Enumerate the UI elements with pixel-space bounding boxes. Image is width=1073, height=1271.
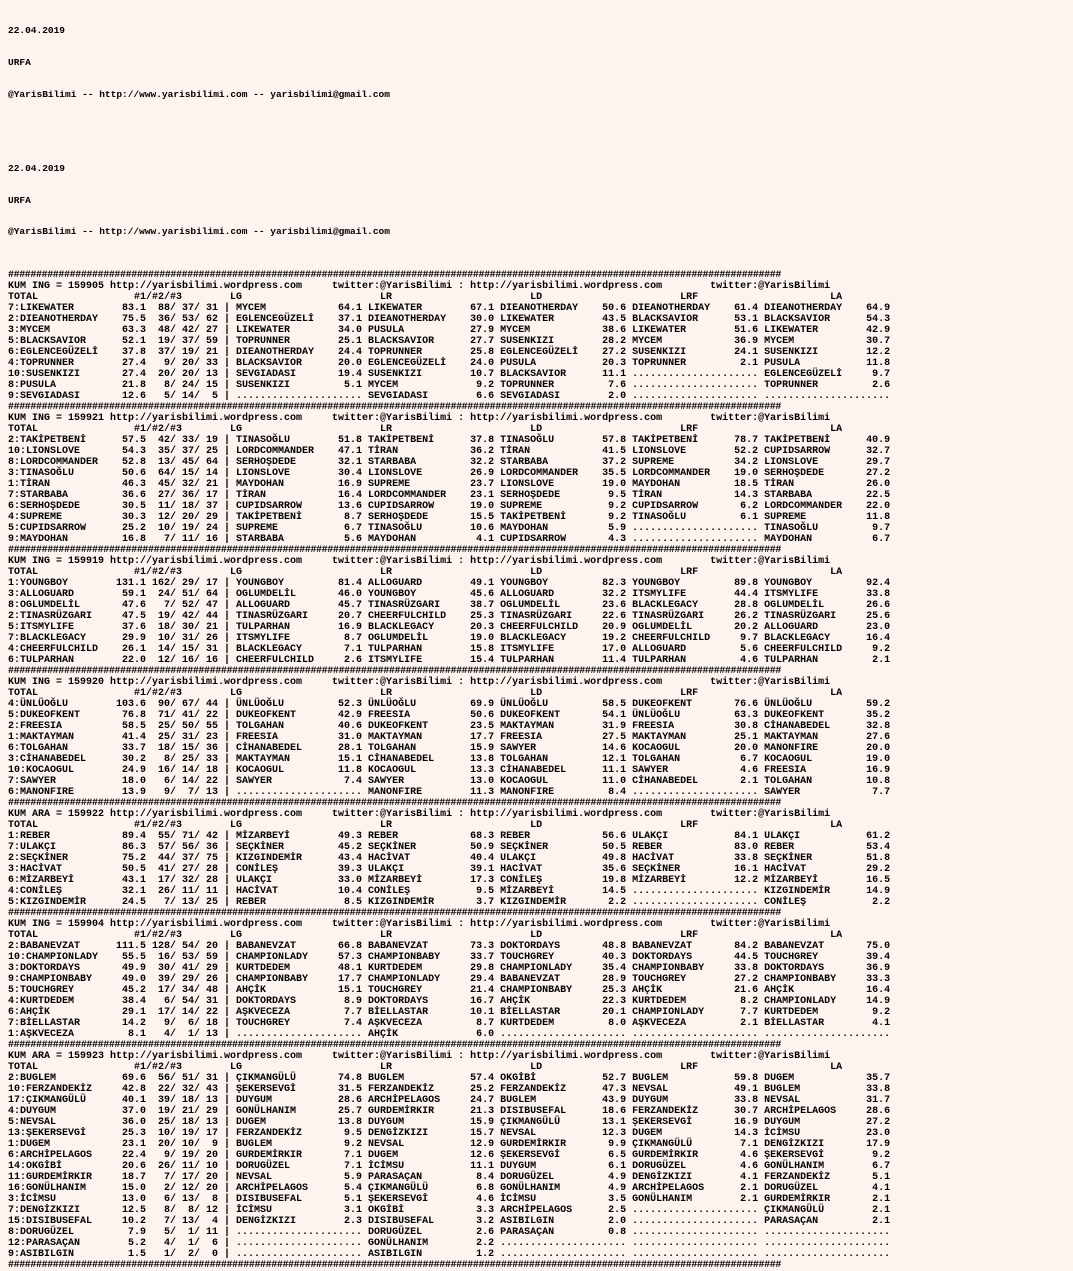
race-title: KUM ARA = 159922 http://yarisbilimi.wordpress.com twitter:@YarisBilimi : http://yarisbilimi.wordpress.com twitter:@YarisBilimi	[8, 809, 831, 821]
race-table	[8, 402, 1065, 545]
header-block-2	[8, 143, 1065, 260]
column-header: TOTAL #1/#2/#3 LG LR LD LRF LA	[8, 820, 843, 832]
header-city: URFA	[8, 56, 31, 68]
table-row: 3:MYCEM 63.3 48/ 42/ 27 | LIKEWATER 34.0 PUSULA 27.9 MYCEM 38.6 LIKEWATER 51.6 LIKEWATER 42.9	[8, 325, 891, 337]
race-table	[8, 545, 1065, 666]
table-row: 2:TAKİPETBENİ 57.5 42/ 33/ 19 | TINASOĞLU 51.8 TAKİPETBENİ 37.8 TINASOĞLU 57.8 TAKİPETBENİ 78.7 TAKİPETBENİ 40.9	[8, 435, 891, 447]
table-row: 5:ITSMYLIFE 37.6 18/ 30/ 21 | TULPARHAN 16.9 BLACKLEGACY 20.3 CHEERFULCHILD 20.9 OGLUMDELİL 20.2 ALLOGUARD 23.0	[8, 622, 891, 634]
table-row: 13:ŞEKERSEVGİ 25.3 10/ 19/ 17 | FERZANDEKİZ 9.5 DENGİZKIZI 15.7 NEVSAL 12.3 DUGEM 14.3 İCİMSU 23.0	[8, 1128, 891, 1140]
table-row: 2:DIEANOTHERDAY 75.5 36/ 53/ 62 | EGLENCEGÜZELİ 37.1 DIEANOTHERDAY 30.0 LIKEWATER 43.5 BLACKSAVIOR 53.1 BLACKSAVIOR 54.3	[8, 314, 891, 326]
table-row: 9:MAYDOHAN 16.8 7/ 11/ 16 | STARBABA 5.6 MAYDOHAN 4.1 CUPIDSARROW 4.3 ..................... MAYDOHAN 6.7	[8, 534, 891, 546]
separator-line: ##########################################################################################################################################	[8, 798, 781, 810]
race-table	[8, 666, 1065, 798]
table-row: 7:BLACKLEGACY 29.9 10/ 31/ 26 | ITSMYLIFE 8.7 OGLUMDELİL 19.0 BLACKLEGACY 19.2 CHEERFULCHILD 9.7 BLACKLEGACY 16.4	[8, 633, 891, 645]
race-tables	[8, 270, 1065, 1271]
table-row: 3:CİHANABEDEL 30.2 8/ 25/ 33 | MAKTAYMAN 15.1 CİHANABEDEL 13.8 TOLGAHAN 12.1 TOLGAHAN 6.7 KOCAOGUL 19.0	[8, 754, 891, 766]
table-row: 15:DISIBUSEFAL 10.2 7/ 13/ 4 | DENGİZKIZI 2.3 DISIBUSEFAL 3.2 ASIBILGIN 2.0 ..................... PARASAÇAN 2.1	[8, 1216, 891, 1228]
table-row: 2:BABANEVZAT 111.5 128/ 54/ 20 | BABANEVZAT 66.8 BABANEVZAT 73.3 DOKTORDAYS 48.8 BABANEVZAT 84.2 BABANEVZAT 75.0	[8, 941, 891, 953]
table-row: 6:TULPARHAN 22.0 12/ 16/ 16 | CHEERFULCHILD 2.6 ITSMYLIFE 15.4 TULPARHAN 11.4 TULPARHAN 4.6 TULPARHAN 2.1	[8, 655, 891, 667]
race-title: KUM ING = 159904 http://yarisbilimi.wordpress.com twitter:@YarisBilimi : http://yarisbilimi.wordpress.com twitter:@YarisBilimi	[8, 919, 831, 931]
race-table	[8, 908, 1065, 1040]
separator-line: ##########################################################################################################################################	[8, 402, 781, 414]
table-row: 2:SEÇKİNER 75.2 44/ 37/ 75 | KIZGINDEMİR 43.4 HACİVAT 40.4 ULAKÇI 49.8 HACİVAT 33.8 SEÇKİNER 51.8	[8, 853, 891, 865]
table-row: 5:DUKEOFKENT 76.8 71/ 41/ 22 | DUKEOFKENT 42.9 FREESIA 50.6 DUKEOFKENT 54.1 ÜNLÜOĞLU 63.3 DUKEOFKENT 35.2	[8, 710, 891, 722]
table-row: 1:TİRAN 46.3 45/ 32/ 21 | MAYDOHAN 16.9 SUPREME 23.7 LIONSLOVE 19.0 MAYDOHAN 18.5 TİRAN 26.0	[8, 479, 891, 491]
table-row: 2:TINASRÜZGARI 47.5 19/ 42/ 44 | TINASRÜZGARI 20.7 CHEERFULCHILD 25.3 TINASRÜZGARI 22.6 TINASRÜZGARI 26.2 TINASRÜZGARI 25.6	[8, 611, 891, 623]
table-row: 1:REBER 89.4 55/ 71/ 42 | MİZARBEYİ 49.3 REBER 68.3 REBER 56.6 ULAKÇI 84.1 ULAKÇI 61.2	[8, 831, 891, 843]
race-table	[8, 1040, 1065, 1260]
race-title: KUM ING = 159905 http://yarisbilimi.wordpress.com twitter:@YarisBilimi : http://yarisbilimi.wordpress.com twitter:@YarisBilimi	[8, 281, 831, 293]
separator-line: ##########################################################################################################################################	[8, 545, 781, 557]
table-row: 1:MAKTAYMAN 41.4 25/ 31/ 23 | FREESIA 31.0 MAKTAYMAN 17.7 FREESIA 27.5 MAKTAYMAN 25.1 MAKTAYMAN 27.6	[8, 732, 891, 744]
table-row: 10:SUSENKIZI 27.4 20/ 20/ 13 | SEVGIADASI 19.4 SUSENKIZI 10.7 BLACKSAVIOR 11.1 ..................... EGLENCEGÜZELİ 9.7	[8, 369, 891, 381]
table-row: 8:PUSULA 21.8 8/ 24/ 15 | SUSENKIZI 5.1 MYCEM 9.2 TOPRUNNER 7.6 ..................... TOPRUNNER 2.6	[8, 380, 891, 392]
table-row: 2:BUGLEM 69.6 56/ 51/ 31 | ÇIKMANGÜLÜ 74.8 BUGLEM 57.4 OKGİBİ 52.7 BUGLEM 59.8 DUGEM 35.7	[8, 1073, 891, 1085]
table-row: 1:AŞKVECEZA 8.1 4/ 1/ 13 | ..................... AHÇİK 6.0 ..................... ..................... .....................	[8, 1029, 891, 1041]
header-credit: @YarisBilimi -- http://www.yarisbilimi.com -- yarisbilimi@gmail.com	[8, 226, 390, 238]
table-row: 6:ARCHİPELAGOS 22.4 9/ 19/ 20 | GURDEMİRKIR 7.1 DUGEM 12.6 ŞEKERSEVGİ 6.5 GURDEMİRKIR 4.6 ŞEKERSEVGİ 9.2	[8, 1150, 891, 1162]
table-row: 9:SEVGIADASI 12.6 5/ 14/ 5 | ..................... SEVGIADASI 6.6 SEVGIADASI 2.0 ..................... .....................	[8, 391, 891, 403]
race-table	[8, 270, 1065, 402]
column-header: TOTAL #1/#2/#3 LG LR LD LRF LA	[8, 292, 843, 304]
table-row: 11:GURDEMİRKIR 18.7 7/ 17/ 20 | NEVSAL 5.9 PARASAÇAN 8.4 DORUGÜZEL 4.9 DENGİZKIZI 4.1 FERZANDEKİZ 5.1	[8, 1172, 891, 1184]
column-header: TOTAL #1/#2/#3 LG LR LD LRF LA	[8, 1062, 843, 1074]
table-row: 4:DUYGUM 37.0 19/ 21/ 29 | GONÜLHANIM 25.7 GURDEMİRKIR 21.3 DISIBUSEFAL 18.6 FERZANDEKİZ 30.7 ARCHİPELAGOS 28.6	[8, 1106, 891, 1118]
separator-line: ##########################################################################################################################################	[8, 1260, 781, 1271]
table-row: 7:ULAKÇI 86.3 57/ 56/ 36 | SEÇKİNER 45.2 SEÇKİNER 50.9 SEÇKİNER 50.5 REBER 83.0 REBER 53.4	[8, 842, 891, 854]
table-row: 3:İCİMSU 13.0 6/ 13/ 8 | DISIBUSEFAL 5.1 ŞEKERSEVGİ 4.6 İCİMSU 3.5 GONÜLHANIM 2.1 GURDEMİRKIR 2.1	[8, 1194, 891, 1206]
column-header: TOTAL #1/#2/#3 LG LR LD LRF LA	[8, 567, 843, 579]
table-row: 4:TOPRUNNER 27.4 9/ 20/ 33 | BLACKSAVIOR 20.0 EGLENCEGÜZELİ 24.0 PUSULA 20.3 TOPRUNNER 2.1 PUSULA 11.8	[8, 358, 891, 370]
table-row: 14:OKGİBİ 20.6 26/ 11/ 10 | DORUGÜZEL 7.1 İCİMSU 11.1 DUYGUM 6.1 DORUGÜZEL 4.6 GONÜLHANIM 6.7	[8, 1161, 891, 1173]
table-row: 2:FREESIA 58.5 25/ 50/ 55 | TOLGAHAN 40.6 DUKEOFKENT 23.5 MAKTAYMAN 31.9 FREESIA 30.8 CİHANABEDEL 32.8	[8, 721, 891, 733]
table-row: 8:LORDCOMMANDER 52.8 13/ 45/ 64 | SERHOŞDEDE 32.1 STARBABA 32.2 STARBABA 37.2 SUPREME 34.2 LIONSLOVE 29.7	[8, 457, 891, 469]
table-row: 7:LIKEWATER 83.1 88/ 37/ 31 | MYCEM 64.1 LIKEWATER 67.1 DIEANOTHERDAY 50.6 DIEANOTHERDAY 61.4 DIEANOTHERDAY 64.9	[8, 303, 891, 315]
race-title: KUM ING = 159920 http://yarisbilimi.wordpress.com twitter:@YarisBilimi : http://yarisbilimi.wordpress.com twitter:@YarisBilimi	[8, 677, 831, 689]
table-row: 1:DUGEM 23.1 20/ 10/ 9 | BUGLEM 9.2 NEVSAL 12.9 GURDEMİRKIR 9.9 ÇIKMANGÜLÜ 7.1 DENGİZKIZI 17.9	[8, 1139, 891, 1151]
table-row: 9:ASIBILGIN 1.5 1/ 2/ 0 | ..................... ASIBILGIN 1.2 ..................... ..................... .....................	[8, 1249, 891, 1261]
table-row: 6:MİZARBEYİ 43.1 17/ 32/ 28 | ULAKÇI 33.0 MİZARBEYİ 17.3 CONİLEŞ 19.8 MİZARBEYİ 12.2 MİZARBEYİ 16.5	[8, 875, 891, 887]
table-row: 3:HACİVAT 50.5 41/ 27/ 28 | CONİLEŞ 39.3 ULAKÇI 39.1 HACİVAT 35.6 SEÇKİNER 16.1 HACİVAT 29.2	[8, 864, 891, 876]
table-row: 8:OGLUMDELİL 47.6 7/ 52/ 47 | ALLOGUARD 45.7 TINASRÜZGARI 38.7 OGLUMDELİL 23.6 BLACKLEGACY 28.8 OGLUMDELİL 26.6	[8, 600, 891, 612]
table-row: 3:DOKTORDAYS 49.9 30/ 41/ 29 | KURTDEDEM 48.1 KURTDEDEM 29.8 CHAMPIONLADY 35.4 CHAMPIONBABY 33.8 DOKTORDAYS 36.9	[8, 963, 891, 975]
separator-line: ##########################################################################################################################################	[8, 270, 781, 282]
header-date: 22.04.2019	[8, 25, 66, 37]
column-header: TOTAL #1/#2/#3 LG LR LD LRF LA	[8, 424, 843, 436]
separator-line: ##########################################################################################################################################	[8, 1040, 781, 1052]
table-row: 10:CHAMPIONLADY 55.5 16/ 53/ 59 | CHAMPIONLADY 57.3 CHAMPIONBABY 33.7 TOUCHGREY 40.3 DOKTORDAYS 44.5 TOUCHGREY 39.4	[8, 952, 891, 964]
race-title: KUM ING = 159919 http://yarisbilimi.wordpress.com twitter:@YarisBilimi : http://yarisbilimi.wordpress.com twitter:@YarisBilimi	[8, 556, 831, 568]
table-row: 7:BİELLASTAR 14.2 9/ 6/ 18 | TOUCHGREY 7.4 AŞKVECEZA 8.7 KURTDEDEM 8.0 AŞKVECEZA 2.1 BİELLASTAR 4.1	[8, 1018, 891, 1030]
table-row: 10:FERZANDEKİZ 42.8 22/ 32/ 43 | ŞEKERSEVGİ 31.5 FERZANDEKİZ 25.2 FERZANDEKİZ 47.3 NEVSAL 49.1 BUGLEM 33.8	[8, 1084, 891, 1096]
header-date: 22.04.2019	[8, 162, 66, 174]
table-row: 4:SUPREME 30.3 12/ 20/ 29 | TAKİPETBENİ 8.7 SERHOŞDEDE 15.5 TAKİPETBENİ 9.2 TINASOĞLU 6.1 SUPREME 11.8	[8, 512, 891, 524]
table-row: 7:STARBABA 36.6 27/ 36/ 17 | TİRAN 16.4 LORDCOMMANDER 23.1 SERHOŞDEDE 9.5 TİRAN 14.3 STARBABA 22.5	[8, 490, 891, 502]
table-row: 10:KOCAOGUL 24.9 16/ 14/ 18 | KOCAOGUL 11.8 KOCAOGUL 13.3 CİHANABEDEL 11.1 SAWYER 4.6 FREESIA 16.9	[8, 765, 891, 777]
race-title: KUM ING = 159921 http://yarisbilimi.wordpress.com twitter:@YarisBilimi : http://yarisbilimi.wordpress.com twitter:@YarisBilimi	[8, 413, 831, 425]
race-table	[8, 798, 1065, 908]
table-row: 4:KURTDEDEM 38.4 6/ 54/ 31 | DOKTORDAYS 8.9 DOKTORDAYS 16.7 AHÇİK 22.3 KURTDEDEM 8.2 CHAMPIONLADY 14.9	[8, 996, 891, 1008]
table-row: 1:YOUNGBOY 131.1 162/ 29/ 17 | YOUNGBOY 81.4 ALLOGUARD 49.1 YOUNGBOY 82.3 YOUNGBOY 89.8 YOUNGBOY 92.4	[8, 578, 891, 590]
table-row: 6:SERHOŞDEDE 30.5 11/ 18/ 37 | CUPIDSARROW 13.6 CUPIDSARROW 19.0 SUPREME 9.2 CUPIDSARROW 6.2 LORDCOMMANDER 22.0	[8, 501, 891, 513]
table-row: 7:DENGİZKIZI 12.5 8/ 8/ 12 | İCİMSU 3.1 OKGİBİ 3.3 ARCHİPELAGOS 2.5 ..................... ÇIKMANGÜLÜ 2.1	[8, 1205, 891, 1217]
table-row: 4:CHEERFULCHILD 26.1 14/ 15/ 31 | BLACKLEGACY 7.1 TULPARHAN 15.8 ITSMYLIFE 17.0 ALLOGUARD 5.6 CHEERFULCHILD 9.2	[8, 644, 891, 656]
table-row: 5:CUPIDSARROW 25.2 10/ 19/ 24 | SUPREME 6.7 TINASOĞLU 10.6 MAYDOHAN 5.9 ..................... TINASOĞLU 9.7	[8, 523, 891, 535]
column-header: TOTAL #1/#2/#3 LG LR LD LRF LA	[8, 930, 843, 942]
table-row: 3:ALLOGUARD 59.1 24/ 51/ 64 | OGLUMDELİL 46.0 YOUNGBOY 45.6 ALLOGUARD 32.2 ITSMYLIFE 44.4 ITSMYLIFE 33.8	[8, 589, 891, 601]
table-row: 6:TOLGAHAN 33.7 18/ 15/ 36 | CİHANABEDEL 28.1 TOLGAHAN 15.9 SAWYER 14.6 KOCAOGUL 20.0 MANONFIRE 20.0	[8, 743, 891, 755]
table-row: 6:AHÇİK 29.1 17/ 14/ 22 | AŞKVECEZA 7.7 BİELLASTAR 10.1 BİELLASTAR 20.1 CHAMPIONLADY 7.7 KURTDEDEM 9.2	[8, 1007, 891, 1019]
table-row: 6:MANONFIRE 13.9 9/ 7/ 13 | ..................... MANONFIRE 11.3 MANONFIRE 8.4 ..................... SAWYER 7.7	[8, 787, 891, 799]
column-header: TOTAL #1/#2/#3 LG LR LD LRF LA	[8, 688, 843, 700]
table-row: 16:GONÜLHANIM 15.0 2/ 12/ 20 | ARCHİPELAGOS 5.4 ÇIKMANGÜLÜ 6.8 GONÜLHANIM 4.9 ARCHİPELAGOS 2.1 DORUGÜZEL 4.1	[8, 1183, 891, 1195]
table-row: 3:TINASOĞLU 50.6 64/ 15/ 14 | LIONSLOVE 30.4 LIONSLOVE 26.9 LORDCOMMANDER 35.5 LORDCOMMANDER 19.0 SERHOŞDEDE 27.2	[8, 468, 891, 480]
header-city: URFA	[8, 194, 31, 206]
table-row: 5:KIZGINDEMİR 24.5 7/ 13/ 25 | REBER 8.5 KIZGINDEMİR 3.7 KIZGINDEMİR 2.2 ..................... CONİLEŞ 2.2	[8, 897, 891, 909]
table-row: 12:PARASAÇAN 5.2 4/ 1/ 6 | ..................... GONÜLHANIM 2.2 ..................... ..................... .....................	[8, 1238, 891, 1250]
header-block-1	[8, 5, 1065, 122]
table-row: 5:NEVSAL 36.0 25/ 18/ 13 | DUGEM 13.8 DUYGUM 15.9 ÇIKMANGÜLÜ 13.1 ŞEKERSEVGİ 16.9 DUYGUM 27.2	[8, 1117, 891, 1129]
table-row: 6:EGLENCEGÜZELİ 37.8 37/ 19/ 21 | DIEANOTHERDAY 24.4 TOPRUNNER 25.8 EGLENCEGÜZELİ 27.2 SUSENKIZI 24.1 SUSENKIZI 12.2	[8, 347, 891, 359]
separator-line: ##########################################################################################################################################	[8, 908, 781, 920]
table-row: 4:ÜNLÜOĞLU 103.6 90/ 67/ 44 | ÜNLÜOĞLU 52.3 ÜNLÜOĞLU 69.9 ÜNLÜOĞLU 58.5 DUKEOFKENT 76.6 ÜNLÜOĞLU 59.2	[8, 699, 891, 711]
table-row: 5:BLACKSAVIOR 52.1 19/ 37/ 59 | TOPRUNNER 25.1 BLACKSAVIOR 27.7 SUSENKIZI 28.2 MYCEM 36.9 MYCEM 30.7	[8, 336, 891, 348]
header-credit: @YarisBilimi -- http://www.yarisbilimi.com -- yarisbilimi@gmail.com	[8, 88, 390, 100]
table-row: 5:TOUCHGREY 45.2 17/ 34/ 48 | AHÇİK 15.1 TOUCHGREY 21.4 CHAMPIONBABY 25.3 AHÇİK 21.6 AHÇİK 16.4	[8, 985, 891, 997]
table-row: 7:SAWYER 18.0 6/ 14/ 22 | SAWYER 7.4 SAWYER 13.0 KOCAOGUL 11.0 CİHANABEDEL 2.1 TOLGAHAN 10.8	[8, 776, 891, 788]
race-title: KUM ARA = 159923 http://yarisbilimi.wordpress.com twitter:@YarisBilimi : http://yarisbilimi.wordpress.com twitter:@YarisBilimi	[8, 1051, 831, 1063]
separator-line: ##########################################################################################################################################	[8, 666, 781, 678]
table-row: 8:DORUGÜZEL 7.9 5/ 1/ 11 | ..................... DORUGÜZEL 2.6 PARASAÇAN 0.8 ..................... .....................	[8, 1227, 891, 1239]
table-row: 9:CHAMPIONBABY 49.0 39/ 29/ 26 | CHAMPIONBABY 17.7 CHAMPIONLADY 29.4 BABANEVZAT 28.9 TOUCHGREY 27.2 CHAMPIONBABY 33.3	[8, 974, 891, 986]
table-row: 17:ÇIKMANGÜLÜ 40.1 39/ 18/ 13 | DUYGUM 28.6 ARCHİPELAGOS 24.7 BUGLEM 43.9 DUYGUM 33.8 NEVSAL 31.7	[8, 1095, 891, 1107]
table-row: 10:LIONSLOVE 54.3 35/ 37/ 25 | LORDCOMMANDER 47.1 TİRAN 36.2 TİRAN 41.5 LIONSLOVE 52.2 CUPIDSARROW 32.7	[8, 446, 891, 458]
table-row: 4:CONİLEŞ 32.1 26/ 11/ 11 | HACİVAT 10.4 CONİLEŞ 9.5 MİZARBEYİ 14.5 ..................... KIZGINDEMİR 14.9	[8, 886, 891, 898]
